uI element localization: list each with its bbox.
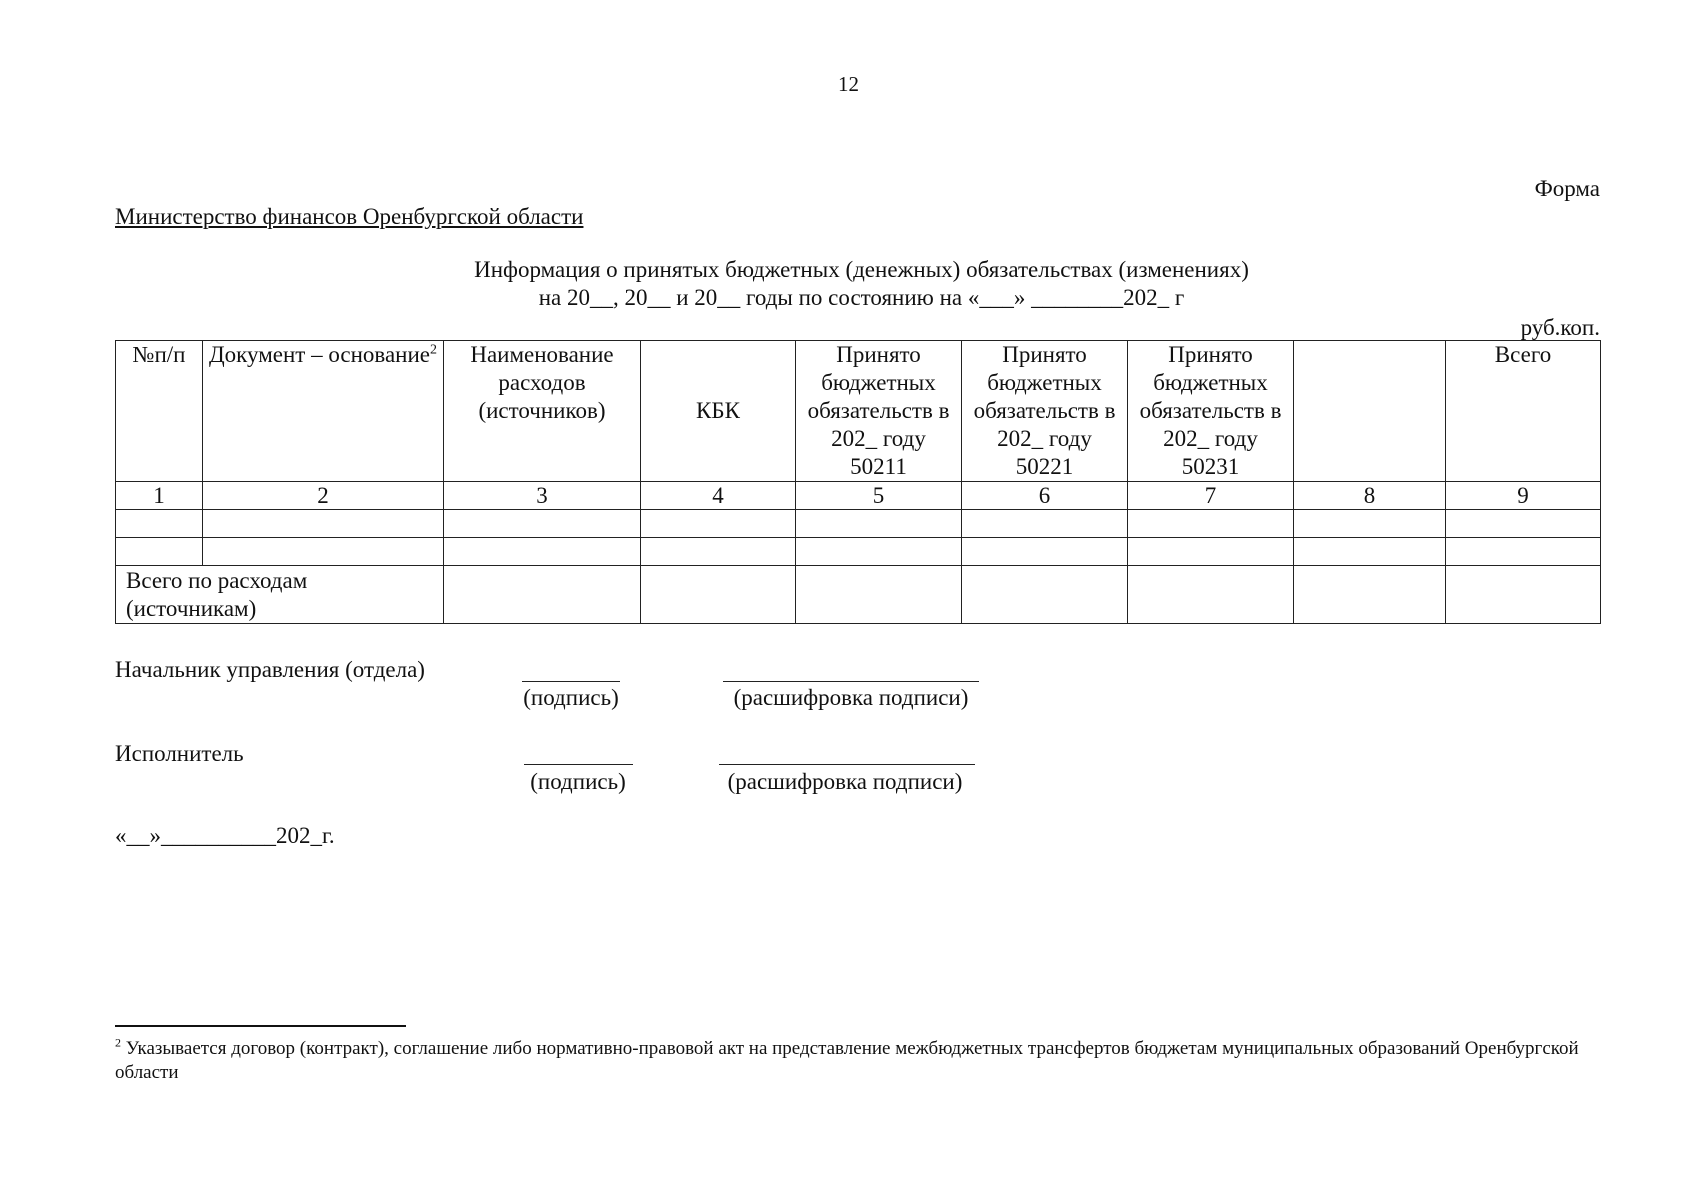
table-cell[interactable]: [1446, 566, 1601, 624]
table-cell[interactable]: [116, 510, 203, 538]
currency-units: руб.коп.: [1520, 315, 1600, 340]
executor-label: Исполнитель: [115, 741, 244, 766]
head-signature-line[interactable]: [522, 681, 620, 682]
head-decoding-caption: (расшифровка подписи): [733, 685, 969, 710]
header-empty: [1294, 341, 1446, 482]
executor-signature-caption: (подпись): [530, 769, 626, 794]
footnote-separator: [115, 1025, 406, 1027]
table-cell[interactable]: [641, 566, 796, 624]
table-cell[interactable]: [796, 566, 962, 624]
head-of-department-label: Начальник управления (отдела): [115, 657, 425, 682]
table-cell[interactable]: [962, 566, 1128, 624]
table-cell[interactable]: [962, 510, 1128, 538]
table-cell[interactable]: [1128, 510, 1294, 538]
table-cell[interactable]: [1294, 566, 1446, 624]
header-kbk: КБК: [641, 341, 796, 482]
total-label: Всего по расходам (источникам): [116, 566, 444, 624]
title-line-1: Информация о принятых бюджетных (денежных) обязательствах (изменениях): [474, 257, 1249, 282]
table-cell[interactable]: [796, 538, 962, 566]
head-decoding-line[interactable]: [723, 681, 979, 682]
form-label: Форма: [1534, 176, 1600, 201]
table-row: [116, 510, 1601, 538]
table-cell[interactable]: [116, 538, 203, 566]
column-number: 2: [203, 482, 444, 510]
column-number: 8: [1294, 482, 1446, 510]
table-header-row: [116, 341, 1601, 482]
header-expense-name: Наименование расходов (источников): [444, 341, 641, 482]
table-cell[interactable]: [796, 510, 962, 538]
header-document: Документ – основание$^2$: [203, 341, 444, 482]
executor-signature-line[interactable]: [524, 764, 633, 765]
executor-decoding-caption: (расшифровка подписи): [727, 769, 963, 794]
table-cell[interactable]: [444, 538, 641, 566]
table-cell[interactable]: [1294, 538, 1446, 566]
table-cell[interactable]: [444, 510, 641, 538]
footnote-marker: 2: [430, 342, 438, 358]
table-cell[interactable]: [203, 538, 444, 566]
total-row: [116, 566, 1601, 624]
footnote-text: Указывается договор (контракт), соглашение либо нормативно-правовой акт на представление межбюджетных трансфертов бюджетам муниципальных образований Оренбургской области: [115, 1038, 1579, 1083]
table-cell[interactable]: [1446, 538, 1601, 566]
column-number: 7: [1128, 482, 1294, 510]
footnote: [115, 1037, 1615, 1085]
page-number: 12: [838, 72, 859, 96]
table-cell[interactable]: [1128, 538, 1294, 566]
table-cell[interactable]: [444, 566, 641, 624]
table-cell[interactable]: [641, 510, 796, 538]
header-obligations-year-1: Принято бюджетных обязательств в 202_ году 50211: [796, 341, 962, 482]
executor-decoding-line[interactable]: [719, 764, 975, 765]
footnote-number: 2: [115, 1035, 121, 1050]
title-line-2: на 20__, 20__ и 20__ годы по состоянию на «___» ________202_ г: [538, 285, 1185, 310]
date-line: «__»__________202_г.: [115, 823, 335, 848]
obligations-table: [115, 340, 1601, 624]
table-cell[interactable]: [1446, 510, 1601, 538]
header-obligations-year-3: Принято бюджетных обязательств в 202_ году 50231: [1128, 341, 1294, 482]
table-cell[interactable]: [962, 538, 1128, 566]
column-number: 4: [641, 482, 796, 510]
ministry-name: Министерство финансов Оренбургской области: [115, 204, 584, 229]
column-number: 5: [796, 482, 962, 510]
document-title: [0, 256, 1697, 312]
column-number-row: [116, 482, 1601, 510]
column-number: 1: [116, 482, 203, 510]
column-number: 9: [1446, 482, 1601, 510]
column-number: 3: [444, 482, 641, 510]
header-number: №п/п: [116, 341, 203, 482]
table-cell[interactable]: [1128, 566, 1294, 624]
table-cell[interactable]: [1294, 510, 1446, 538]
table-row: [116, 538, 1601, 566]
table-cell[interactable]: [641, 538, 796, 566]
header-obligations-year-2: Принято бюджетных обязательств в 202_ году 50221: [962, 341, 1128, 482]
header-total: Всего: [1446, 341, 1601, 482]
head-signature-caption: (подпись): [523, 685, 619, 710]
column-number: 6: [962, 482, 1128, 510]
table-cell[interactable]: [203, 510, 444, 538]
